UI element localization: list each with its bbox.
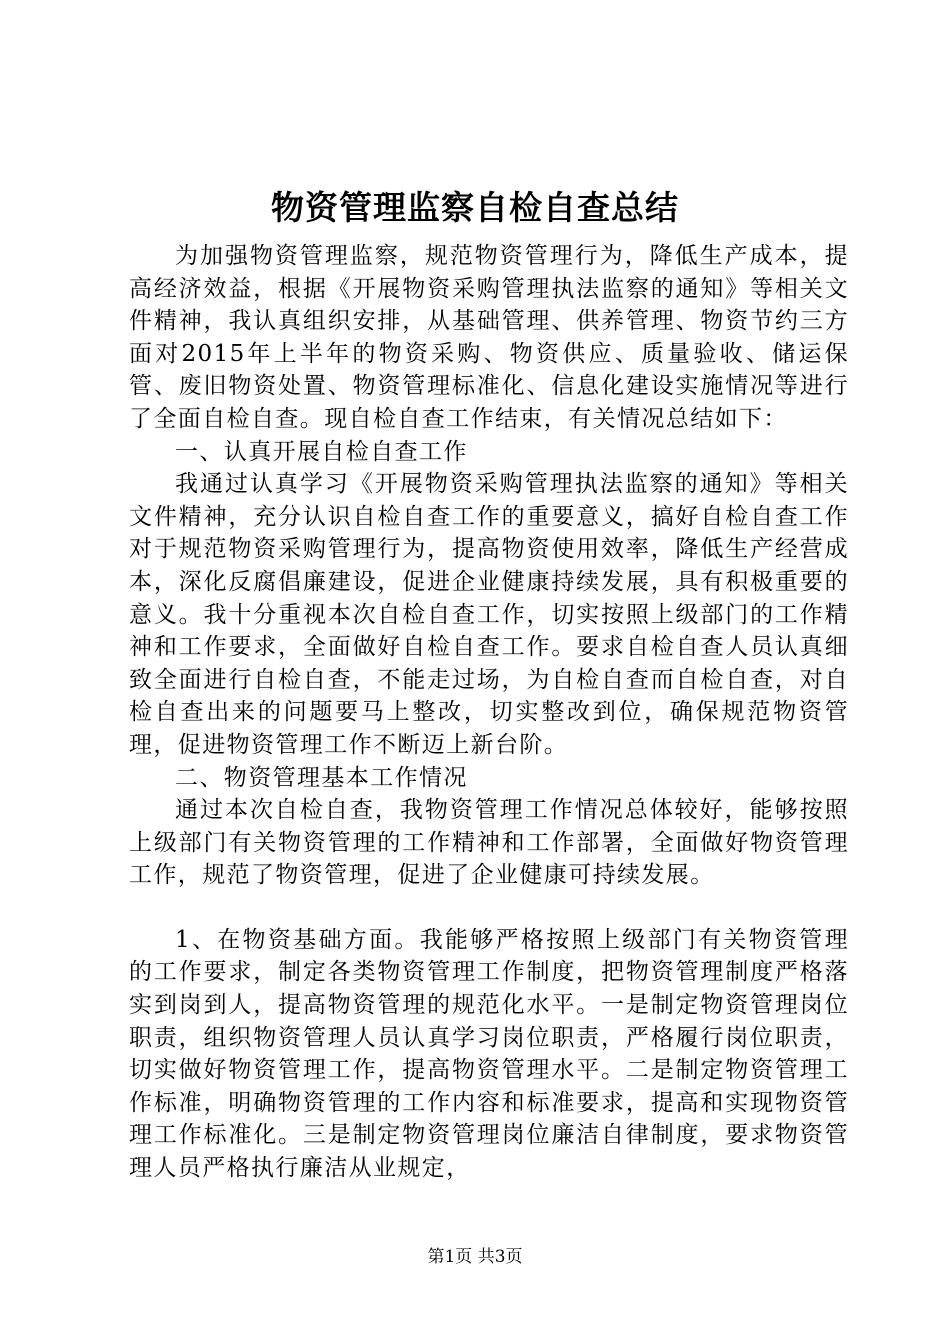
paragraph-intro: 为加强物资管理监察，规范物资管理行为，降低生产成本，提高经济效益，根据《开展物资采购管理执法监察的通知》等相关文件精神，我认真组织安排，从基础管理、供养管理、物资节约三方面对2015年上半年的物资采购、物资供应、质量验收、储运保管、废旧物资处置、物资管理标准化、信息化建设实施情况等进行了全面自检自查。现自检自查工作结束，有关情况总结如下： [129, 243, 849, 432]
section-heading-2: 二、物资管理基本工作情况 [175, 764, 468, 791]
document-title: 物资管理监察自检自查总结 [271, 188, 679, 227]
section-heading-1: 一、认真开展自检自查工作 [175, 438, 468, 465]
document-body [129, 240, 849, 1185]
paragraph-section-2: 通过本次自检自查，我物资管理工作情况总体较好，能够按照上级部门有关物资管理的工作精神和工作部署，全面做好物资管理工作，规范了物资管理，促进了企业健康可持续发展。 [129, 797, 849, 889]
paragraph-section-1: 我通过认真学习《开展物资采购管理执法监察的通知》等相关文件精神，充分认识自检自查工作的重要意义，搞好自检自查工作对于规范物资采购管理行为，提高物资使用效率，降低生产经营成本，深化反腐倡廉建设，促进企业健康持续发展，具有积极重要的意义。我十分重视本次自检自查工作，切实按照上级部门的工作精神和工作要求，全面做好自检自查工作。要求自检自查人员认真细致全面进行自检自查，不能走过场，为自检自查而自检自查，对自检自查出来的问题要马上整改，切实整改到位，确保规范物资管理，促进物资管理工作不断迈上新台阶。 [129, 471, 849, 758]
page-footer: 第1页 共3页 [427, 1247, 523, 1267]
paragraph-item-1: 1、在物资基础方面。我能够严格按照上级部门有关物资管理的工作要求，制定各类物资管理工作制度，把物资管理制度严格落实到岗到人，提高物资管理的规范化水平。一是制定物资管理岗位职责，组织物资管理人员认真学习岗位职责，严格履行岗位职责，切实做好物资管理工作，提高物资管理水平。二是制定物资管理工作标准，明确物资管理的工作内容和标准要求，提高和实现物资管理工作标准化。三是制定物资管理岗位廉洁自律制度，要求物资管理人员严格执行廉洁从业规定， [129, 926, 849, 1182]
